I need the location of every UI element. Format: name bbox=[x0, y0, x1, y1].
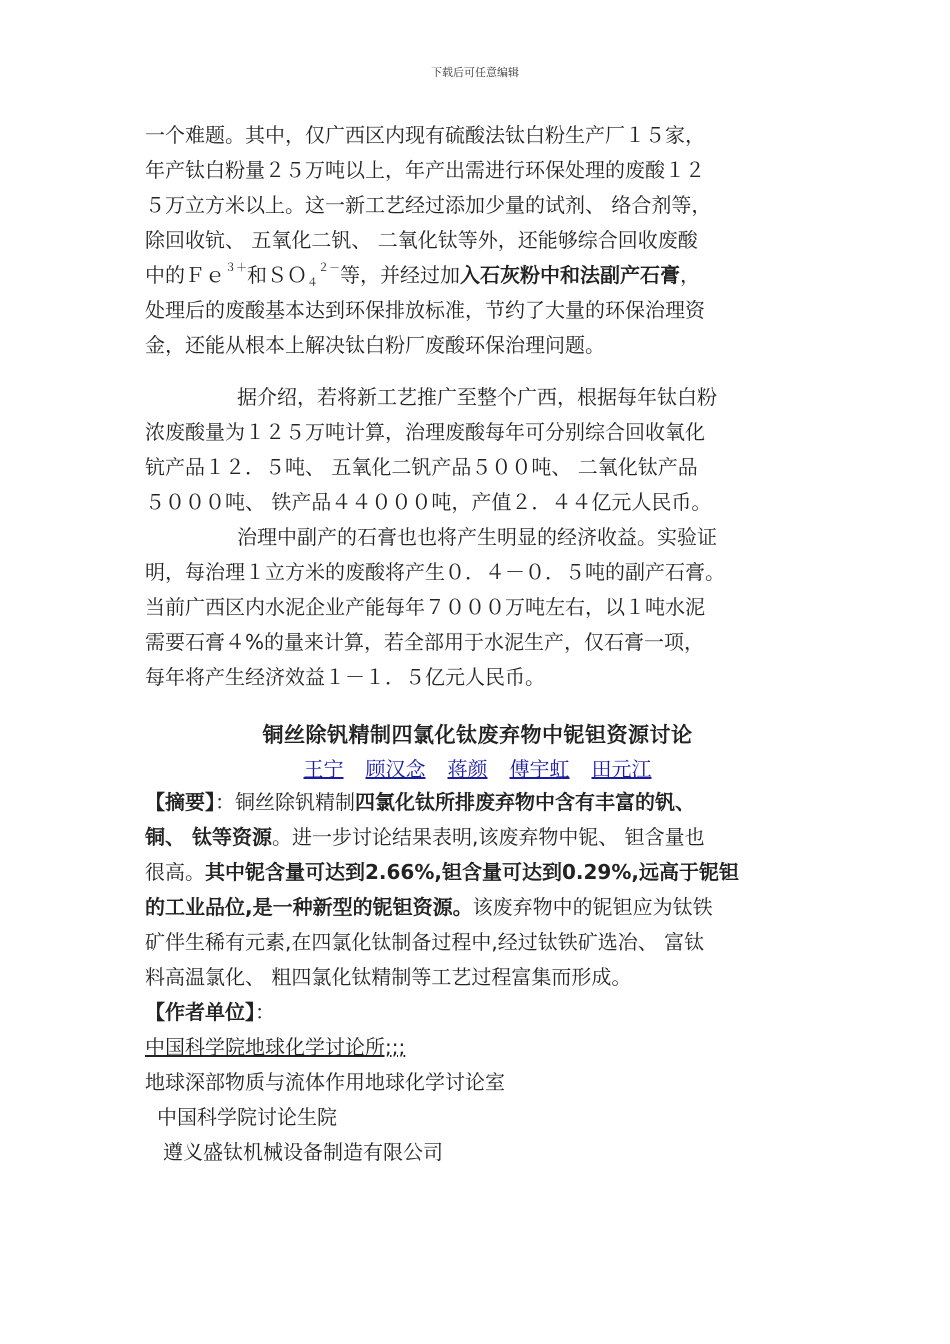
author-link[interactable]: 田元江 bbox=[591, 757, 652, 781]
bold-text: 铜、 钛等资源 bbox=[145, 825, 272, 849]
text-line bbox=[145, 820, 810, 855]
text-line: 一个难题。其中，仅广西区内现有硫酸法钛白粉生产厂１５家， bbox=[145, 123, 705, 147]
author-link[interactable]: 顾汉念 bbox=[365, 757, 426, 781]
text-line: 处理后的废酸基本达到环保排放标准，节约了大量的环保治理资 bbox=[145, 298, 705, 322]
abstract bbox=[145, 785, 810, 995]
text-span: 该废弃物中的铌钽应为钛铁 bbox=[472, 895, 713, 919]
text-span: 治理中副产的石膏也也将产生明显的经济收益。实验证 bbox=[237, 525, 717, 549]
bold-text: 其中铌含量可达到2.66%,钽含量可达到0.29%,远高于铌钽 bbox=[205, 860, 739, 884]
institution: 地球深部物质与流体作用地球化学讨论室 bbox=[145, 1070, 505, 1094]
text-span: ， bbox=[680, 263, 700, 287]
text-line: 钪产品１２．５吨、 五氧化二钒产品５００吨、 二氧化钛产品 bbox=[145, 455, 698, 479]
bold-text: 的工业品位,是一种新型的铌钽资源。 bbox=[145, 895, 473, 919]
text-span: 和ＳＯ bbox=[247, 263, 307, 287]
paragraph-2 bbox=[145, 380, 810, 520]
text-span: 铜丝除钒精制 bbox=[235, 790, 355, 814]
text-span: 中的Ｆｅ bbox=[145, 263, 225, 287]
text-line: 金，还能从根本上解决钛白粉厂废酸环保治理问题。 bbox=[145, 333, 605, 357]
institution-text[interactable]: 中国科学院地球化学讨论所;;; bbox=[145, 1035, 406, 1059]
institution: 中国科学院讨论生院 bbox=[157, 1105, 337, 1129]
text-line: 矿伴生稀有元素,在四氯化钛制备过程中,经过钛铁矿选冶、 富钛 bbox=[145, 930, 705, 954]
author-link[interactable]: 王宁 bbox=[303, 757, 344, 781]
text-span: 很高。 bbox=[145, 860, 205, 884]
paragraph-3 bbox=[145, 520, 810, 695]
paragraph-1 bbox=[145, 118, 810, 363]
bold-text: 入石灰粉中和法副产石膏 bbox=[460, 263, 680, 287]
author-link[interactable]: 蒋颜 bbox=[447, 757, 488, 781]
text-line: ５０００吨、 铁产品４４０００吨，产值２．４４亿元人民币。 bbox=[145, 490, 712, 514]
text-line: 料高温氯化、 粗四氯化钛精制等工艺过程富集而形成。 bbox=[145, 965, 632, 989]
institution-link[interactable] bbox=[145, 1030, 810, 1065]
text-span: ： bbox=[215, 790, 235, 814]
text-span: 。进一步讨论结果表明,该废弃物中铌、 钽含量也 bbox=[271, 825, 705, 849]
abstract-label: 【摘要】 bbox=[145, 790, 215, 814]
paragraph-gap bbox=[145, 363, 810, 380]
text-line: ５万立方米以上。这一新工艺经过添加少量的试剂、 络合剂等， bbox=[145, 193, 712, 217]
text-line: 除回收钪、 五氧化二钒、 二氧化钛等外，还能够综合回收废酸 bbox=[145, 228, 698, 252]
text-line: 需要石膏４%的量来计算，若全部用于水泥生产，仅石膏一项， bbox=[145, 630, 705, 654]
text-line: 浓废酸量为１２５万吨计算，治理废酸每年可分别综合回收氧化 bbox=[145, 420, 705, 444]
text-span: 等，并经过加 bbox=[340, 263, 460, 287]
author-link[interactable]: 傅宇虹 bbox=[509, 757, 570, 781]
text-span: ： bbox=[255, 1000, 275, 1024]
page-header: 下载后可任意编辑 bbox=[431, 66, 519, 79]
subscript: ４ bbox=[307, 276, 318, 289]
superscript: ２－ bbox=[318, 261, 340, 274]
author-list bbox=[145, 753, 810, 785]
text-line: 当前广西区内水泥企业产能每年７０００万吨左右，以１吨水泥 bbox=[145, 595, 705, 619]
article-title: 铜丝除钒精制四氯化钛废弃物中铌钽资源讨论 bbox=[262, 723, 693, 747]
document-body bbox=[145, 118, 810, 1170]
bold-text: 四氯化钛所排废弃物中含有丰富的钒、 bbox=[355, 790, 695, 814]
text-line: 明，每治理１立方米的废酸将产生０．４－０．５吨的副产石膏。 bbox=[145, 560, 725, 584]
text-line bbox=[145, 380, 810, 415]
text-line bbox=[145, 785, 810, 820]
text-line bbox=[145, 520, 810, 555]
text-span: 据介绍，若将新工艺推广至整个广西，根据每年钛白粉 bbox=[237, 385, 717, 409]
text-line: 每年将产生经济效益１－１．５亿元人民币。 bbox=[145, 665, 545, 689]
units-label: 【作者单位】 bbox=[145, 1000, 255, 1024]
text-line bbox=[145, 890, 810, 925]
text-line: 年产钛白粉量２５万吨以上，年产出需进行环保处理的废酸１２ bbox=[145, 158, 705, 182]
text-line bbox=[145, 855, 810, 890]
units-heading bbox=[145, 995, 810, 1030]
text-line-chemical bbox=[145, 258, 810, 293]
superscript: ３＋ bbox=[225, 261, 247, 274]
institution: 遵义盛钛机械设备制造有限公司 bbox=[163, 1140, 443, 1164]
author-units bbox=[145, 995, 810, 1170]
